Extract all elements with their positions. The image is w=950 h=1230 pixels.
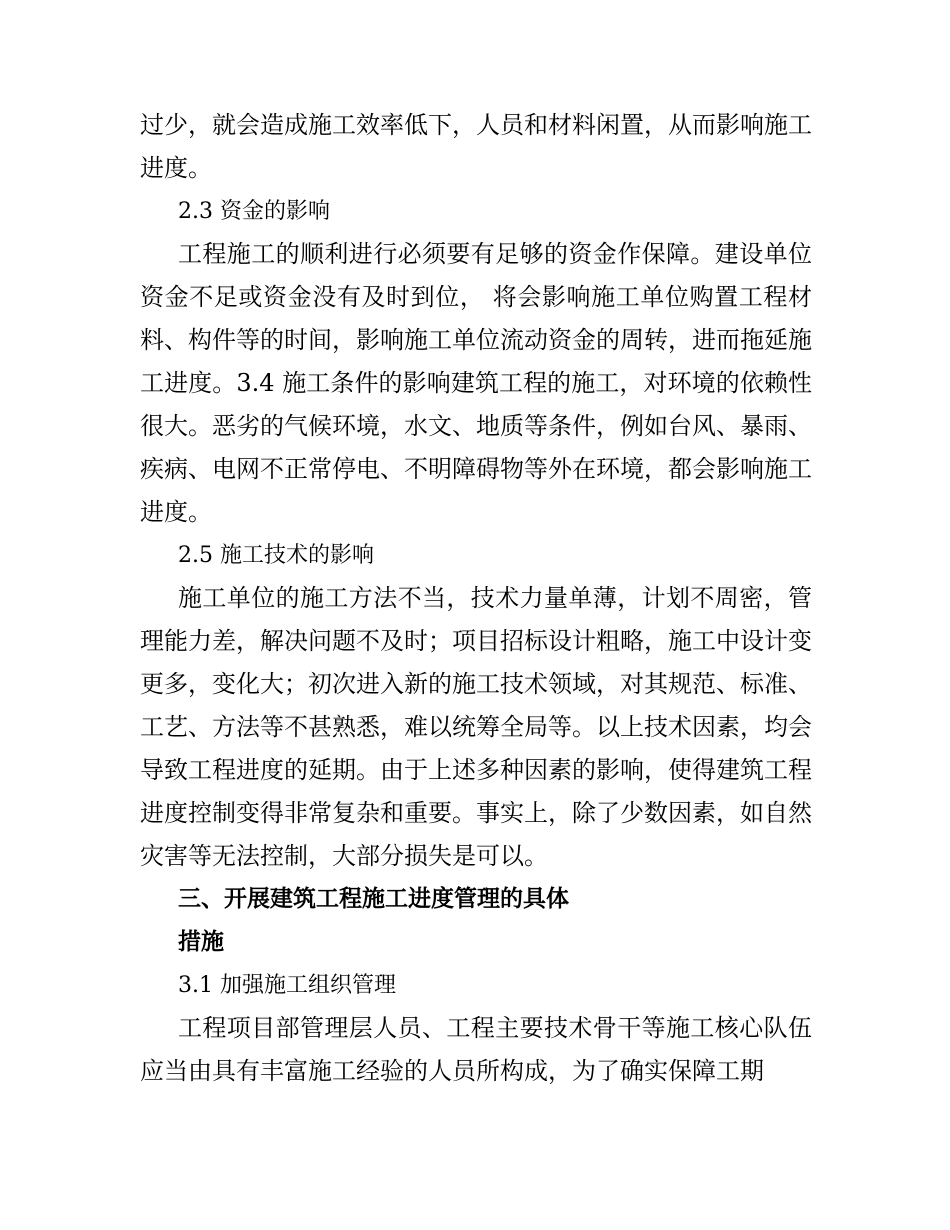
paragraph-continuation: 过少，就会造成施工效率低下，人员和材料闲置，从而影响施工进度。: [140, 111, 812, 182]
paragraph-funding-impact: 工程施工的顺利进行必须要有足够的资金作保障。建设单位资金不足或资金没有及时到位， 将会影响施工单位购置工程材料、构件等的时间，影响施工单位流动资金的周转，进而拖延施工进度。3.4 施工条件的影响建筑工程的施工，对环境的依赖性很大。恶劣的气候环境，水文、地质等条件，例如台风、暴雨、疾病、电网不正常停电、不明障碍物等外在环境，都会影响施工进度。: [140, 240, 812, 526]
heading-3-1-organization-management: 3.1 加强施工组织管理: [178, 973, 396, 998]
paragraph-organization-management: 工程项目部管理层人员、工程主要技术骨干等施工核心队伍应当由具有丰富施工经验的人员所构成，为了确实保障工期: [140, 1014, 812, 1085]
section-3-title-line-1: 三、开展建筑工程施工进度管理的具体: [178, 886, 569, 912]
document-body: [140, 104, 812, 1093]
paragraph-construction-technology-impact: 施工单位的施工方法不当，技术力量单薄，计划不周密，管理能力差，解决问题不及时；项目招标设计粗略，施工中设计变更多，变化大；初次进入新的施工技术领域，对其规范、标准、工艺、方法等不甚熟悉，难以统筹全局等。以上技术因素，均会导致工程进度的延期。由于上述多种因素的影响，使得建筑工程进度控制变得非常复杂和重要。事实上，除了少数因素，如自然灾害等无法控制，大部分损失是可以。: [140, 584, 812, 870]
heading-2-3-funding-impact: 2.3 资金的影响: [178, 199, 330, 224]
heading-2-5-construction-technology-impact: 2.5 施工技术的影响: [178, 543, 374, 568]
section-3-title-line-2: 措施: [178, 929, 224, 955]
